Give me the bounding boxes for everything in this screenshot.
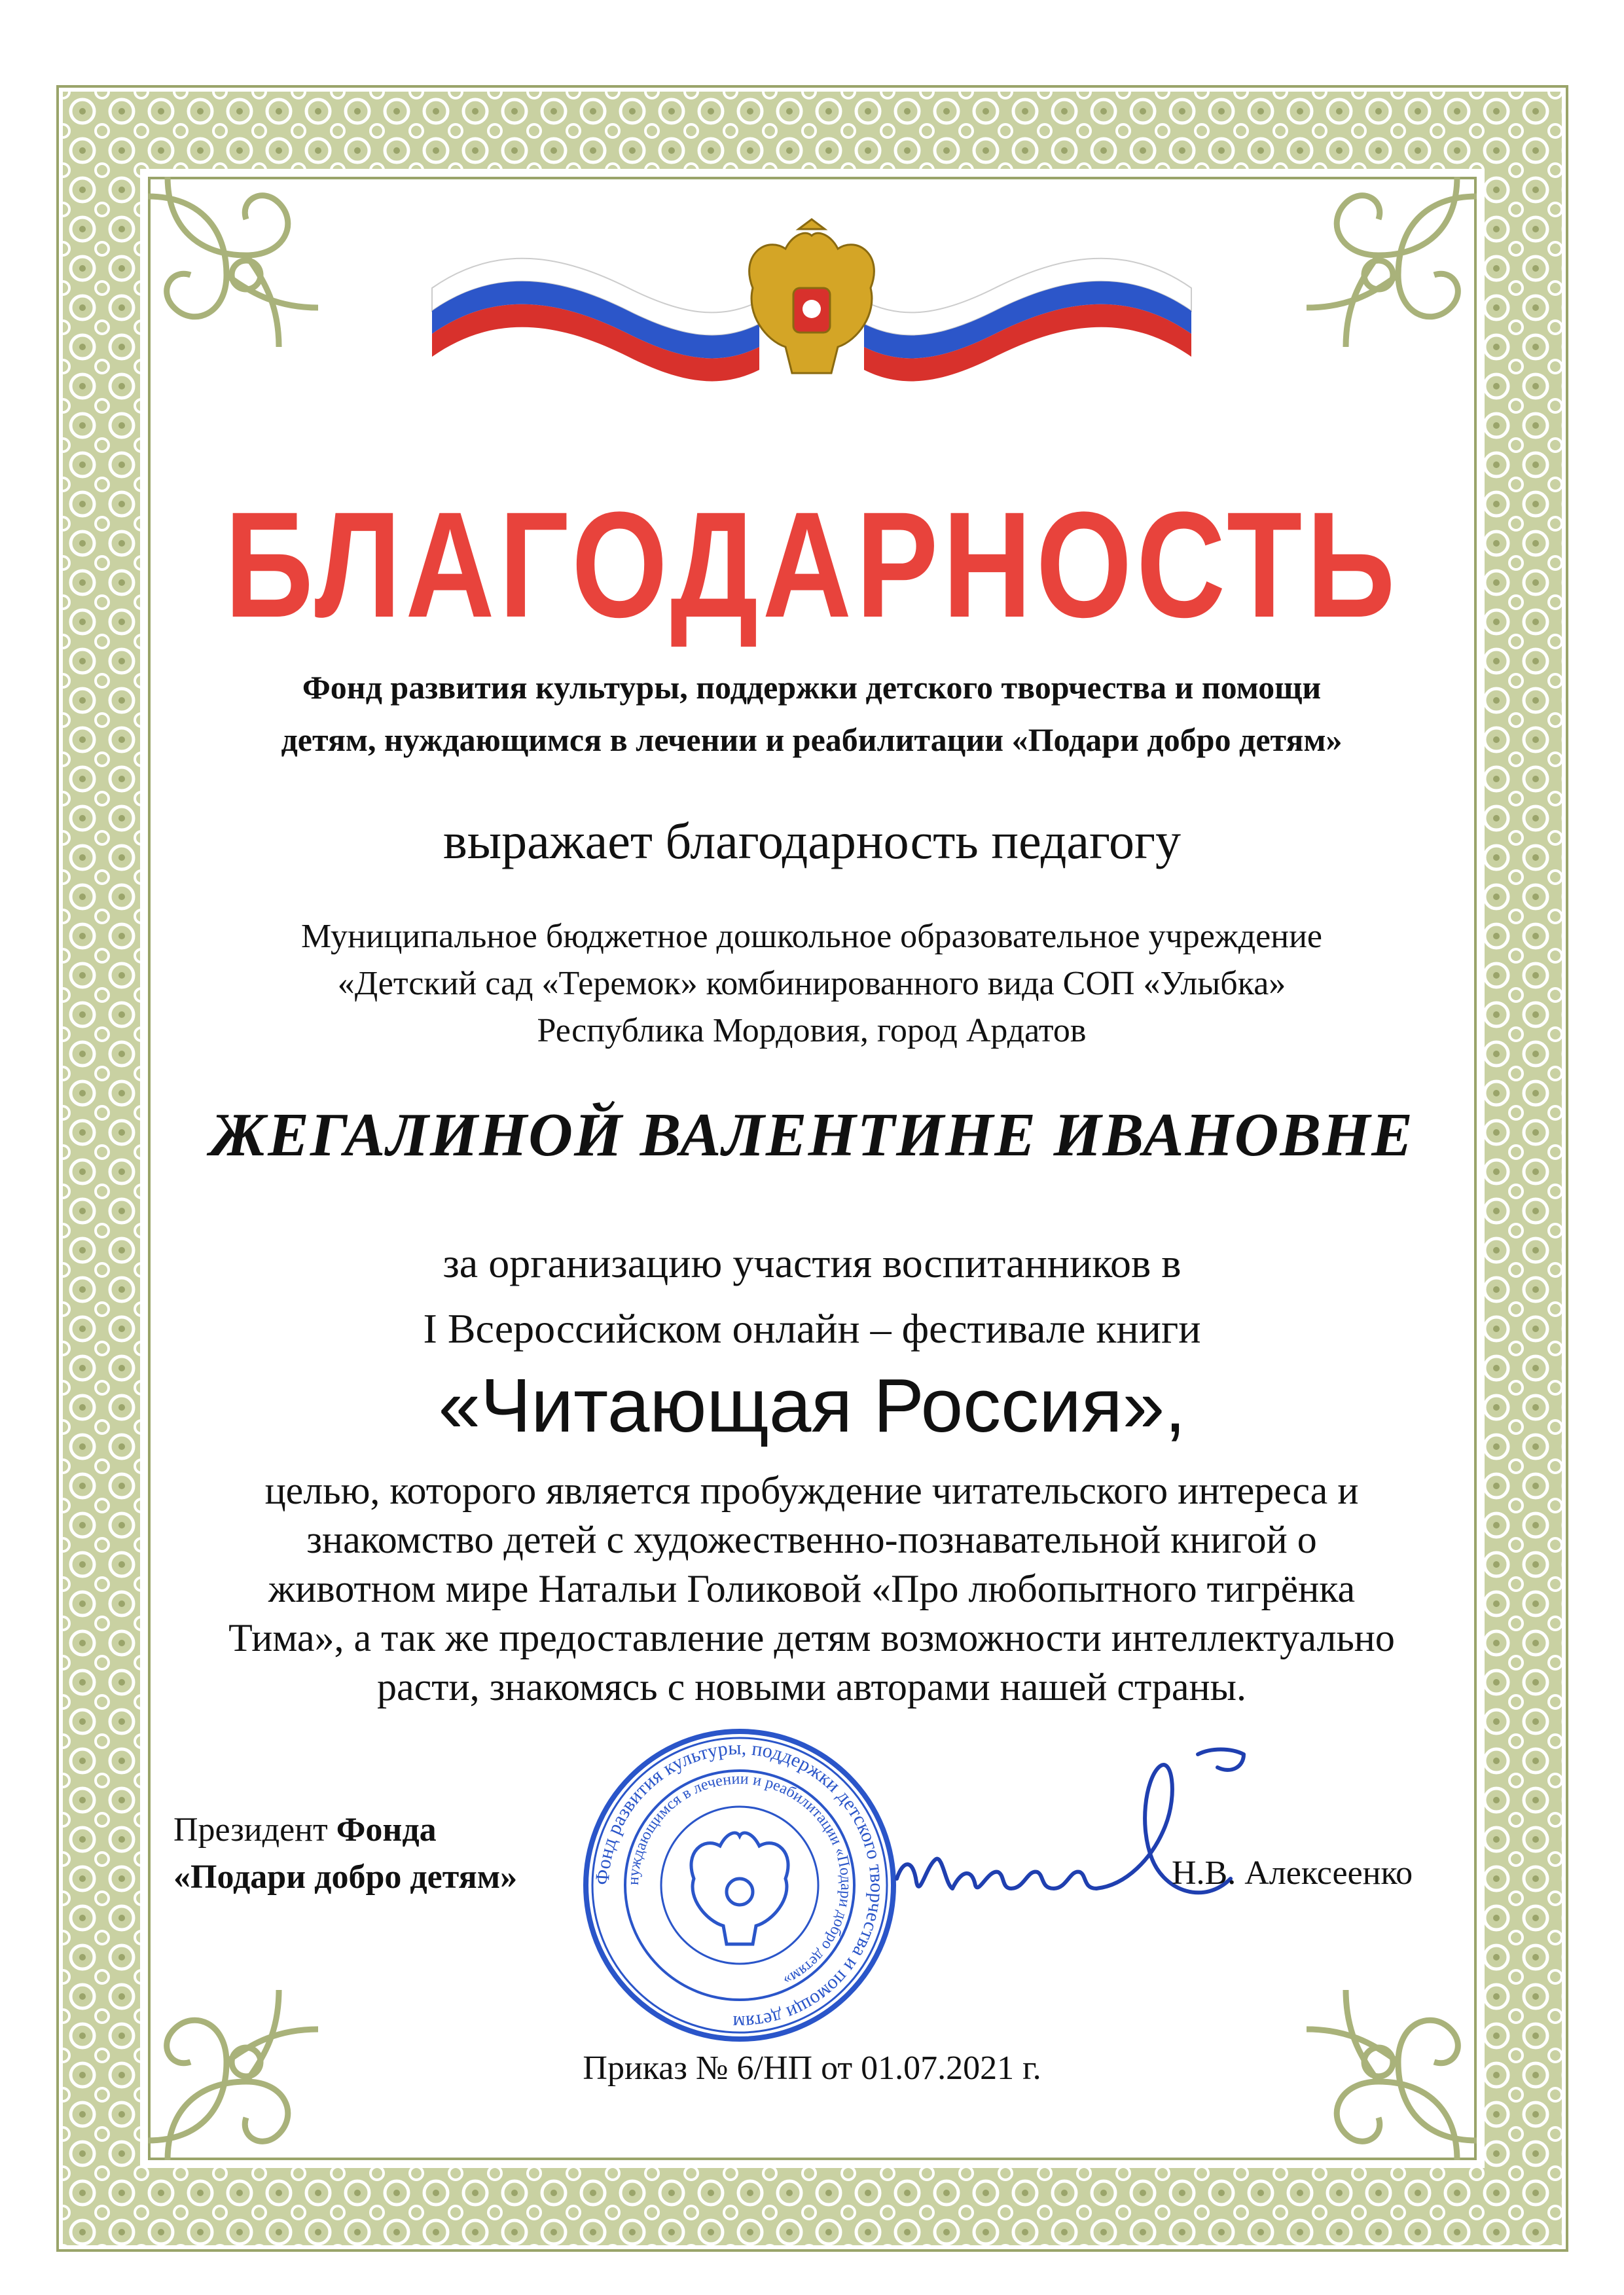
organization-name	[196, 661, 1427, 766]
flag-ribbon-left	[432, 259, 759, 382]
organization-line-2: детям, нуждающимся в лечении и реабилитации «Подари добро детям»	[281, 721, 1343, 758]
purpose-line-2: знакомство детей с художественно-познавательной книгой о	[306, 1518, 1317, 1561]
certificate-title: БЛАГОДАРНОСТЬ	[225, 480, 1399, 649]
institution-line-2: «Детский сад «Теремок» комбинированного вида СОП «Улыбка»	[337, 965, 1286, 1002]
institution-line-3: Республика Мордовия, город Ардатов	[537, 1012, 1087, 1049]
reason-line-2: I Всероссийском онлайн – фестивале книги	[423, 1305, 1201, 1352]
order-reference: Приказ № 6/НП от 01.07.2021 г.	[583, 2050, 1041, 2087]
stamp-eagle-icon	[691, 1833, 788, 1944]
reason-line-1: за организацию участия воспитанников в	[442, 1240, 1182, 1286]
institution-line-1: Муниципальное бюджетное дошкольное образовательное учреждение	[301, 918, 1322, 955]
purpose-block	[190, 1466, 1434, 1712]
signatory-title-bold: Фонда	[336, 1811, 437, 1849]
purpose-line-4: Тима», а так же предоставление детям возможности интеллектуально	[228, 1616, 1395, 1659]
handwritten-signature	[890, 1728, 1296, 1925]
flag-ribbon	[419, 216, 1204, 386]
purpose-line-5: расти, знакомясь с новыми авторами нашей страны.	[377, 1665, 1246, 1708]
recipient-name: ЖЕГАЛИНОЙ ВАЛЕНТИНЕ ИВАНОВНЕ	[209, 1101, 1415, 1169]
signatory-title	[173, 1807, 517, 1901]
festival-name: «Читающая Россия»,	[438, 1363, 1186, 1448]
russian-coat-of-arms-icon	[749, 219, 875, 373]
expresses-gratitude-text: выражает благодарность педагогу	[442, 812, 1182, 869]
flag-ribbon-right	[864, 259, 1191, 382]
signatory-title-prefix: Президент	[173, 1811, 336, 1849]
organization-line-1: Фонд развития культуры, поддержки детского творчества и помощи	[302, 669, 1322, 706]
signatory-fund-name: «Подари добро детям»	[173, 1858, 518, 1896]
reason-block	[0, 1231, 1624, 1362]
purpose-line-1: целью, которого является пробуждение читательского интереса и	[264, 1469, 1359, 1512]
institution-block	[164, 913, 1460, 1055]
round-seal	[576, 1722, 903, 2049]
stamp-inner-text: нуждающимся в лечении и реабилитации «Подари добро детям»	[624, 1770, 855, 1989]
signatory-name: Н.В. Алексеенко	[1172, 1854, 1413, 1892]
stamp-outer-text: Фонд развития культуры, поддержки детского творчества и помощи детям	[591, 1737, 888, 2034]
purpose-line-3: животном мире Натальи Голиковой «Про любопытного тигрёнка	[268, 1567, 1356, 1610]
